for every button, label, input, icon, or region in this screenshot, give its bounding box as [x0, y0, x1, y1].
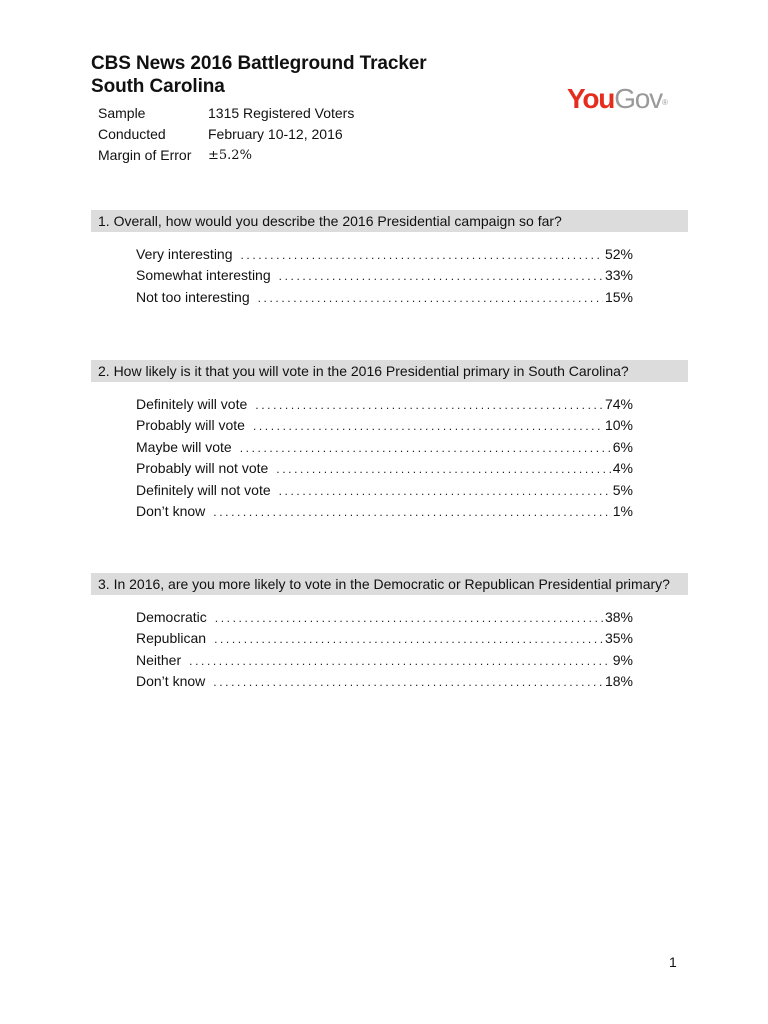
survey-meta: [98, 103, 354, 166]
response-item: [136, 501, 633, 522]
response-value: 18%: [604, 673, 633, 690]
response-label: Democratic: [136, 609, 207, 625]
response-label: Definitely will not vote: [136, 481, 271, 498]
title-line-1: CBS News 2016 Battleground Tracker: [91, 53, 427, 74]
logo-gov: Gov: [614, 83, 662, 114]
question-3-responses: [91, 607, 633, 693]
meta-row-sample: [98, 103, 354, 124]
dot-leader: [258, 288, 603, 309]
question-1: [91, 210, 688, 308]
response-item: [136, 415, 633, 436]
question-3: [91, 573, 688, 693]
response-item: [136, 628, 633, 649]
response-item: [136, 265, 633, 286]
dot-leader: [279, 481, 611, 502]
response-item: [136, 480, 633, 501]
dot-leader: [253, 416, 603, 437]
dot-leader: [276, 459, 610, 480]
sample-label: Sample: [98, 105, 146, 121]
title-line-2: South Carolina: [91, 76, 225, 97]
response-item: [136, 244, 633, 265]
question-2-responses: [91, 394, 633, 522]
moe-label: Margin of Error: [98, 147, 192, 163]
response-item: [136, 650, 633, 671]
response-value: 52%: [604, 246, 633, 262]
dot-leader: [214, 629, 603, 650]
yougov-logo: [567, 83, 668, 115]
question-3-text: 3. In 2016, are you more likely to vote in the Democratic or Republican Presidential primary?: [91, 573, 688, 595]
question-1-text: 1. Overall, how would you describe the 2016 Presidential campaign so far?: [91, 210, 688, 232]
meta-row-moe: [98, 145, 354, 166]
response-label: Probably will not vote: [136, 460, 269, 477]
document-title: [91, 52, 427, 98]
dot-leader: [279, 266, 603, 287]
response-value: 4%: [612, 460, 633, 477]
response-label: Republican: [136, 630, 207, 647]
dot-leader: [213, 502, 611, 523]
sample-value: 1315 Registered Voters: [208, 105, 355, 121]
question-2: [91, 360, 688, 522]
question-1-responses: [91, 244, 633, 308]
response-label: Not too interesting: [136, 288, 250, 305]
response-label: Don’t know: [136, 673, 206, 690]
conducted-label: Conducted: [98, 126, 166, 142]
response-item: [136, 671, 633, 692]
response-label: Somewhat interesting: [136, 267, 271, 284]
response-label: Probably will vote: [136, 417, 245, 434]
response-label: Don’t know: [136, 502, 206, 519]
response-value: 74%: [604, 396, 633, 412]
response-label: Neither: [136, 651, 182, 668]
dot-leader: [255, 395, 603, 416]
response-item: [136, 607, 633, 628]
response-value: 5%: [612, 481, 633, 498]
response-value: 35%: [604, 630, 633, 647]
response-value: 10%: [604, 417, 633, 434]
dot-leader: [189, 651, 611, 672]
response-item: [136, 287, 633, 308]
response-value: 9%: [612, 651, 633, 668]
dot-leader: [240, 438, 611, 459]
dot-leader: [241, 245, 603, 266]
response-value: 38%: [604, 609, 633, 625]
conducted-value: February 10-12, 2016: [208, 126, 343, 142]
question-2-text: 2. How likely is it that you will vote in the 2016 Presidential primary in South Carolina?: [91, 360, 688, 382]
response-value: 6%: [612, 438, 633, 455]
dot-leader: [213, 672, 603, 693]
response-value: 15%: [604, 288, 633, 305]
response-item: [136, 394, 633, 415]
response-label: Definitely will vote: [136, 396, 248, 412]
meta-row-conducted: [98, 124, 354, 145]
response-item: [136, 437, 633, 458]
response-value: 33%: [604, 267, 633, 284]
logo-registered-mark: ®: [661, 98, 668, 107]
response-item: [136, 458, 633, 479]
moe-value: ±5.2%: [208, 148, 252, 163]
page-number: 1: [669, 954, 677, 970]
response-value: 1%: [612, 502, 633, 519]
response-label: Very interesting: [136, 246, 233, 262]
logo-you: You: [567, 83, 615, 114]
dot-leader: [215, 608, 603, 629]
response-label: Maybe will vote: [136, 438, 232, 455]
